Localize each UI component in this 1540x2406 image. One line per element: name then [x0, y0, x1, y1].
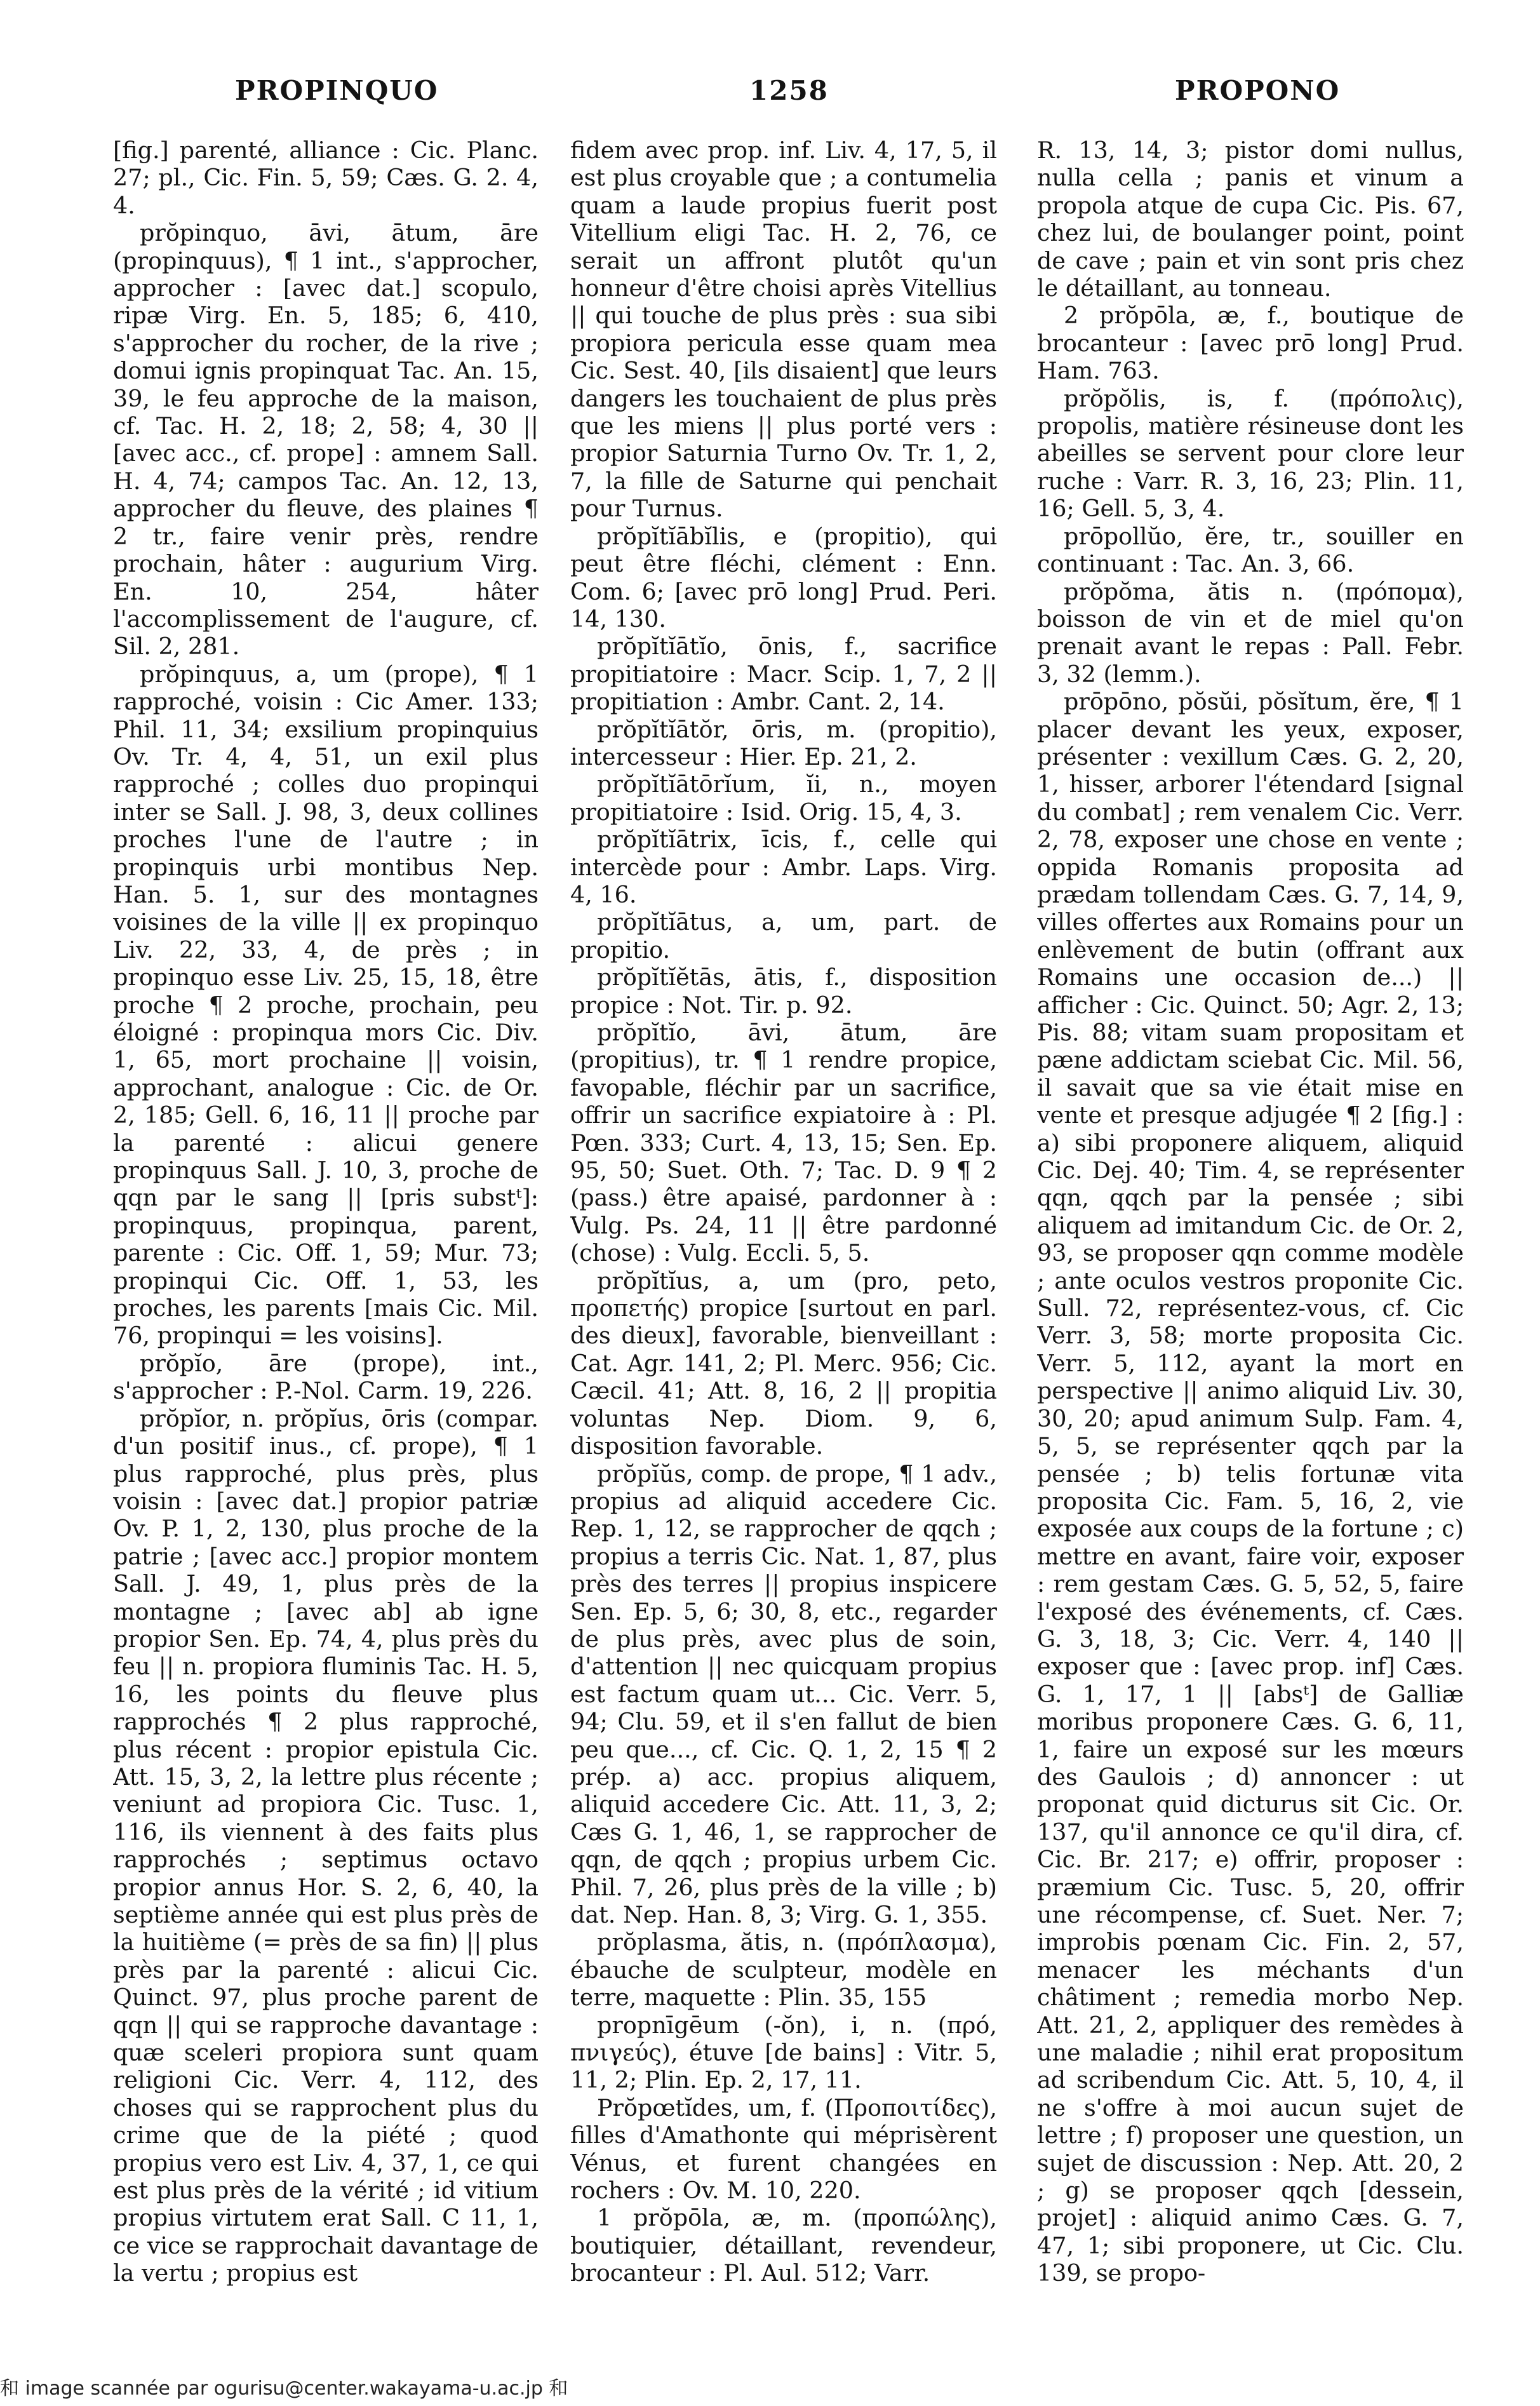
running-head-right: PROPONO [1175, 75, 1341, 106]
column-2 [570, 137, 997, 2347]
entry: fidem avec prop. inf. Liv. 4, 17, 5, il est plus croyable que ; a contumelia quam a laude propius fuerit post Vitellium eligi Tac. H. 2, 76, ce serait un affront plutôt qu'un honneur d'être choisi après Vitellius || qui touche de plus près : sua sibi propiora pericula esse quam mea Cic. Sest. 40, [ils disaient] que leurs dangers les touchaient de plus près que les miens || plus porté vers : propior Saturnia Turno Ov. Tr. 1, 2, 7, la fille de Saturne qui penchait pour Turnus. [570, 137, 997, 523]
entry: prŏpĭtĭus, a, um (pro, peto, προπετής) propice [surtout en parl. des dieux], favorable, bienveillant : Cat. Agr. 141, 2; Pl. Merc. 956; Cic. Cæcil. 41; Att. 8, 16, 2 || propitia voluntas Nep. Diom. 9, 6, disposition favorable. [570, 1267, 997, 1460]
entry: prŏpĭor, n. prŏpĭus, ōris (compar. d'un positif inus., cf. prope), ¶ 1 plus rapproché, plus près, plus voisin : [avec dat.] propior patriæ Ov. P. 1, 2, 130, plus proche de la patrie ; [avec acc.] propior montem Sall. J. 49, 1, plus près de la montagne ; [avec ab] ab igne propior Sen. Ep. 74, 4, plus près du feu || n. propiora fluminis Tac. H. 5, 16, les points du fleuve plus rapprochés ¶ 2 plus rapproché, plus récent : propior epistula Cic. Att. 15, 3, 2, la lettre plus récente ; veniunt ad propiora Cic. Tusc. 1, 116, ils viennent à des faits plus rapprochés ; septimus octavo propior annus Hor. S. 2, 6, 40, la septième année qui est plus près de la huitième (= près de sa fin) || plus près par la parenté : alicui Cic. Quinct. 97, plus proche parent de qqn || qui se rapproche davantage : quæ sceleri propiora sunt quam religioni Cic. Verr. 4, 112, des choses qui se rapprochent plus du crime que de la piété ; quod propius vero est Liv. 4, 37, 1, ce qui est plus près de la vérité ; id vitium propius virtutem erat Sall. C 11, 1, ce vice se rapprochait davantage de la vertu ; propius est [113, 1404, 539, 2287]
page-number: 1258 [749, 75, 829, 106]
entry: prōpollŭo, ĕre, tr., souiller en continuant : Tac. An. 3, 66. [1037, 522, 1464, 578]
entry: 1 prŏpōla, æ, m. (προπώλης), boutiquier, détaillant, revendeur, brocanteur : Pl. Aul. 512; Varr. [570, 2204, 997, 2287]
entry: prŏpĭtĭātus, a, um, part. de propitio. [570, 908, 997, 964]
column-3 [1037, 137, 1464, 2347]
entry: prŏpĭtĭĕtās, ātis, f., disposition propice : Not. Tir. p. 92. [570, 964, 997, 1019]
entry: prŏpĭtĭo, āvi, ātum, āre (propitius), tr. ¶ 1 rendre propice, favopable, fléchir par un sacrifice, offrir un sacrifice expiatoire à : Pl. Pœn. 333; Curt. 4, 13, 15; Sen. Ep. 95, 50; Suet. Oth. 7; Tac. D. 9 ¶ 2 (pass.) être apaisé, pardonner à : Vulg. Ps. 24, 11 || être pardonné (chose) : Vulg. Eccli. 5, 5. [570, 1019, 997, 1267]
entry: 2 prŏpōla, æ, f., boutique de brocanteur : [avec prō long] Prud. Ham. 763. [1037, 302, 1464, 385]
entry: prōpōno, pŏsŭi, pŏsĭtum, ĕre, ¶ 1 placer devant les yeux, exposer, présenter : vexillum Cæs. G. 2, 20, 1, hisser, arborer l'étendard [signal du combat] ; rem venalem Cic. Verr. 2, 78, exposer une chose en vente ; oppida Romanis proposita ad prædam tollendam Cæs. G. 7, 14, 9, villes offertes aux Romains pour un enlèvement de butin (offrant aux Romains une occasion de...) || afficher : Cic. Quinct. 50; Agr. 2, 13; Pis. 88; vitam suam propositam et pæne addictam sciebat Cic. Mil. 56, il savait que sa vie était mise en vente et presque adjugée ¶ 2 [fig.] : a) sibi proponere aliquem, aliquid Cic. Dej. 40; Tim. 4, se représenter qqn, qqch par la pensée ; sibi aliquem ad imitandum Cic. de Or. 2, 93, se proposer qqn comme modèle ; ante oculos vestros proponite Cic. Sull. 72, représentez-vous, cf. Cic Verr. 3, 58; morte proposita Cic. Verr. 5, 112, ayant la mort en perspective || animo aliquid Liv. 30, 30, 20; apud animum Sulp. Fam. 4, 5, 5, se représenter qqch par la pensée ; b) telis fortunæ vita proposita Cic. Fam. 5, 16, 2, vie exposée aux coups de la fortune ; c) mettre en avant, faire voir, exposer : rem gestam Cæs. G. 5, 52, 5, faire l'exposé des événements, cf. Cæs. G. 3, 18, 3; Cic. Verr. 4, 140 || exposer que : [avec prop. inf] Cæs. G. 1, 17, 1 || [absᵗ] de Galliæ moribus proponere Cæs. G. 6, 11, 1, faire un exposé sur les mœurs des Gaulois ; d) annoncer : ut proponat quid dicturus sit Cic. Or. 137, qu'il annonce ce qu'il dira, cf. Cic. Br. 217; e) offrir, proposer : præmium Cic. Tusc. 5, 20, offrir une récompense, cf. Suet. Ner. 7; improbis pœnam Cic. Fin. 2, 57, menacer les méchants d'un châtiment ; remedia morbo Nep. Att. 21, 2, appliquer des remèdes à une maladie ; nihil erat propositum ad scribendum Cic. Att. 5, 10, 4, il ne s'offre à moi aucun sujet de lettre ; f) proposer une question, un sujet de discussion : Nep. Att. 20, 2 ; g) se proposer qqch [dessein, projet] : aliquid animo Cæs. G. 7, 47, 1; sibi proponere, ut Cic. Clu. 139, se propo- [1037, 688, 1464, 2287]
entry: prŏpŏma, ătis n. (πρόπομα), boisson de vin et de miel qu'on prenait avant le repas : Pall. Febr. 3, 32 (lemm.). [1037, 577, 1464, 688]
entry: propnīgēum (-ŏn), i, n. (πρό, πνιγεύς), étuve [de bains] : Vitr. 5, 11, 2; Plin. Ep. 2, 17, 11. [570, 2011, 997, 2094]
entry: prŏpĭtĭātĭo, ōnis, f., sacrifice propitiatoire : Macr. Scip. 1, 7, 2 || propitiation : Ambr. Cant. 2, 14. [570, 633, 997, 716]
scan-credit: 和 image scannée par ogurisu@center.wakayama-u.ac.jp 和 [0, 2377, 568, 2400]
column-1 [113, 137, 539, 2347]
entry: prŏpĭo, āre (prope), int., s'approcher : P.-Nol. Carm. 19, 226. [113, 1349, 539, 1405]
entry: prŏpinquo, āvi, ātum, āre (propinquus), ¶ 1 int., s'approcher, approcher : [avec dat.] scopulo, ripæ Virg. En. 5, 185; 6, 410, s'approcher du rocher, de la rive ; domui ignis propinquat Tac. An. 15, 39, le feu approche de la maison, cf. Tac. H. 2, 18; 2, 58; 4, 30 || [avec acc., cf. prope] : amnem Sall. H. 4, 74; campos Tac. An. 12, 13, approcher du fleuve, des plaines ¶ 2 tr., faire venir près, rendre prochain, hâter : augurium Virg. En. 10, 254, hâter l'accomplissement de l'augure, cf. Sil. 2, 281. [113, 219, 539, 661]
running-head-left: PROPINQUO [235, 75, 439, 106]
entry: prŏpĭŭs, comp. de prope, ¶ 1 adv., propius ad aliquid accedere Cic. Rep. 1, 12, se rapprocher de qqch ; propius a terris Cic. Nat. 1, 87, plus près des terres || propius inspicere Sen. Ep. 5, 6; 30, 8, etc., regarder de plus près, avec plus de soin, d'attention || nec quicquam propius est factum quam ut... Cic. Verr. 5, 94; Clu. 59, et il s'en fallut de bien peu que..., cf. Cic. Q. 1, 2, 15 ¶ 2 prép. a) acc. propius aliquem, aliquid accedere Cic. Att. 11, 3, 2; Cæs G. 1, 46, 1, se rapprocher de qqn, de qqch ; propius urbem Cic. Phil. 7, 26, plus près de la ville ; b) dat. Nep. Han. 8, 3; Virg. G. 1, 355. [570, 1460, 997, 1928]
entry: [fig.] parenté, alliance : Cic. Planc. 27; pl., Cic. Fin. 5, 59; Cæs. G. 2. 4, 4. [113, 137, 539, 219]
entry: prŏpĭtĭābĭlis, e (propitio), qui peut être fléchi, clément : Enn. Com. 6; [avec prō long] Prud. Peri. 14, 130. [570, 522, 997, 633]
entry: prŏpĭtĭātŏr, ōris, m. (propitio), intercesseur : Hier. Ep. 21, 2. [570, 715, 997, 770]
entry: prŏpĭtĭātōrĭum, ĭi, n., moyen propitiatoire : Isid. Orig. 15, 4, 3. [570, 770, 997, 826]
entry: Prŏpœtĭdes, um, f. (Προποιτίδες), filles d'Amathonte qui méprisèrent Vénus, et furent changées en rochers : Ov. M. 10, 220. [570, 2093, 997, 2205]
entry: prŏpĭtĭātrix, īcis, f., celle qui intercède pour : Ambr. Laps. Virg. 4, 16. [570, 826, 997, 908]
entry: prŏpinquus, a, um (prope), ¶ 1 rapproché, voisin : Cic Amer. 133; Phil. 11, 34; exsilium propinquius Ov. Tr. 4, 4, 51, un exil plus rapproché ; colles duo propinqui inter se Sall. J. 98, 3, deux collines proches l'une de l'autre ; in propinquis urbi montibus Nep. Han. 5. 1, sur des montagnes voisines de la ville || ex propinquo Liv. 22, 33, 4, de près ; in propinquo esse Liv. 25, 15, 18, être proche ¶ 2 proche, prochain, peu éloigné : propinqua mors Cic. Div. 1, 65, mort prochaine || voisin, approchant, analogue : Cic. de Or. 2, 185; Gell. 6, 16, 11 || proche par la parenté : alicui genere propinquus Sall. J. 10, 3, proche de qqn par le sang || [pris substᵗ]: propinquus, propinqua, parent, parente : Cic. Off. 1, 59; Mur. 73; propinqui Cic. Off. 1, 53, les proches, les parents [mais Cic. Mil. 76, propinqui = les voisins]. [113, 660, 539, 1350]
entry: R. 13, 14, 3; pistor domi nullus, nulla cella ; panis et vinum a propola atque de cupa Cic. Pis. 67, chez lui, de boulanger point, point de cave ; pain et vin sont pris chez le détaillant, au tonneau. [1037, 137, 1464, 302]
entry: prŏplasma, ătis, n. (πρόπλασμα), ébauche de sculpteur, modèle en terre, maquette : Plin. 35, 155 [570, 1928, 997, 2012]
entry: prŏpŏlis, is, f. (πρόπολις), propolis, matière résineuse dont les abeilles se servent pour clore leur ruche : Varr. R. 3, 16, 23; Plin. 11, 16; Gell. 5, 3, 4. [1037, 384, 1464, 523]
